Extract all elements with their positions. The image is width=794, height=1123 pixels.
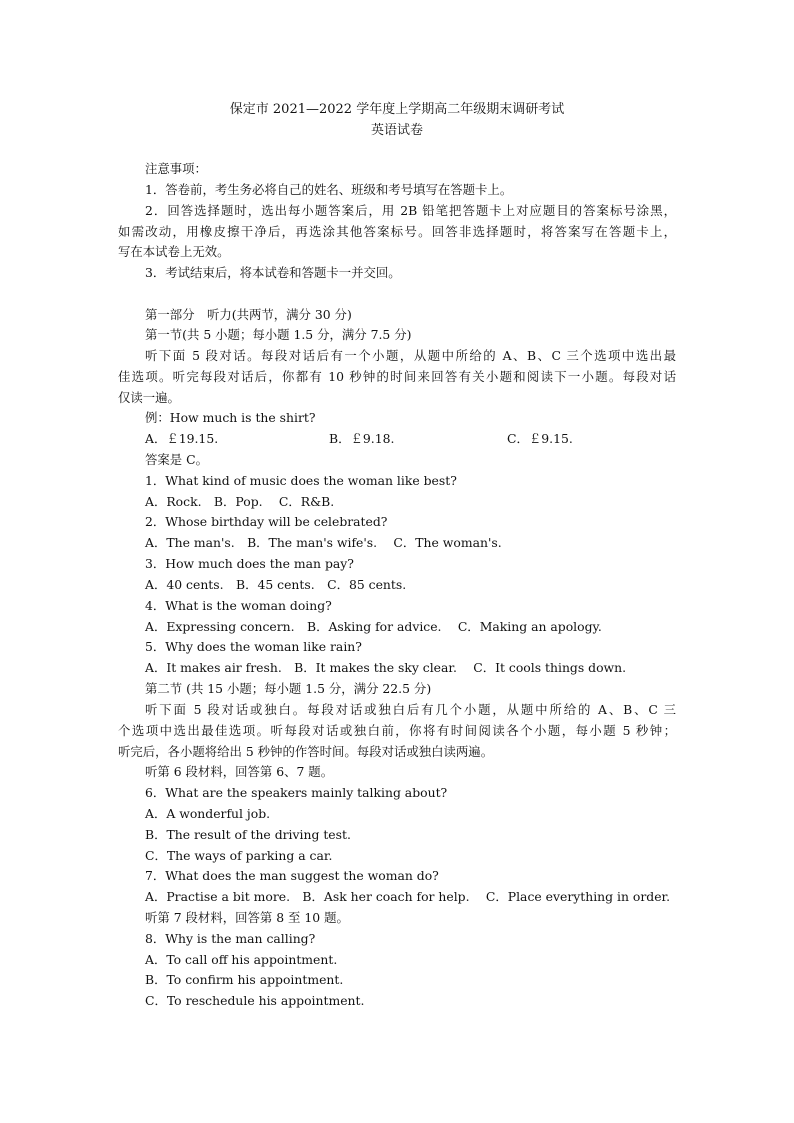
question-1: 1．What kind of music does the woman like best? [145, 473, 457, 488]
example-option-b: B．￡9.18. [329, 431, 395, 446]
question-8: 8．Why is the man calling? [145, 931, 316, 946]
question-6-option-a: A．A wonderful job. [145, 806, 271, 821]
section1-instruction-line-3: 仅读一遍。 [118, 390, 180, 405]
question-6-option-b: B．The result of the driving test. [145, 827, 351, 842]
question-3-options: A．40 cents. B．45 cents. C．85 cents. [145, 577, 407, 592]
question-4: 4．What is the woman doing? [145, 598, 332, 613]
question-2-options: A．The man's. B．The man's wife's. C．The woman's. [145, 535, 502, 550]
question-5: 5．Why does the woman like rain? [145, 639, 362, 654]
part1-heading: 第一部分 听力(共两节，满分 30 分) [145, 307, 352, 322]
example-answer: 答案是 C。 [145, 452, 208, 467]
section1-instruction-line-1: 听下面 5 段对话。每段对话后有一个小题，从题中所给的 A、B、C 三个选项中选出最 [145, 348, 676, 363]
question-1-options: A．Rock. B．Pop. C．R&B. [145, 494, 335, 509]
example-option-a: A．￡19.15. [145, 431, 219, 446]
question-2: 2．Whose birthday will be celebrated? [145, 514, 388, 529]
notice-item-2-line-3: 写在本试卷上无效。 [118, 244, 230, 259]
notice-item-2-line-2: 如需改动，用橡皮擦干净后，再选涂其他答案标号。回答非选择题时，将答案写在答题卡上， [118, 224, 676, 239]
material-7-instruction: 听第 7 段材料，回答第 8 至 10 题。 [145, 910, 349, 925]
question-5-options: A．It makes air fresh. B．It makes the sky clear. C．It cools things down. [145, 660, 627, 675]
question-8-option-c: C．To reschedule his appointment. [145, 993, 365, 1008]
question-3: 3．How much does the man pay? [145, 556, 354, 571]
section1-instruction-line-2: 佳选项。听完每段对话后，你都有 10 秒钟的时间来回答有关小题和阅读下一小题。每段对话 [118, 369, 676, 384]
section2-instruction-line-2: 个选项中选出最佳选项。听每段对话或独白前，你将有时间阅读各个小题，每小题 5 秒钟； [118, 723, 676, 738]
example-question: 例：How much is the shirt? [145, 410, 316, 425]
section2-instruction-line-1: 听下面 5 段对话或独白。每段对话或独白后有几个小题，从题中所给的 A、B、C 三 [145, 702, 676, 717]
exam-title: 保定市 2021—2022 学年度上学期高二年级期末调研考试 [229, 102, 565, 117]
example-option-c: C．￡9.15. [507, 431, 573, 446]
notice-item-2-line-1: 2．回答选择题时，选出每小题答案后，用 2B 铅笔把答题卡上对应题目的答案标号涂黑， [145, 203, 676, 218]
notice-item-3: 3．考试结束后，将本试卷和答题卡一并交回。 [145, 265, 401, 280]
section1-heading: 第一节(共 5 小题；每小题 1.5 分，满分 7.5 分) [145, 327, 412, 342]
question-7: 7．What does the man suggest the woman do? [145, 868, 439, 883]
exam-subtitle: 英语试卷 [370, 123, 423, 138]
question-4-options: A．Expressing concern. B．Asking for advice. C．Making an apology. [145, 619, 602, 634]
section2-instruction-line-3: 听完后，各小题将给出 5 秒钟的作答时间。每段对话或独白读两遍。 [118, 744, 494, 759]
notice-heading: 注意事项： [145, 161, 207, 176]
question-6: 6．What are the speakers mainly talking about? [145, 785, 448, 800]
question-8-option-b: B．To confirm his appointment. [145, 972, 344, 987]
material-6-instruction: 听第 6 段材料，回答第 6、7 题。 [145, 764, 334, 779]
section2-heading: 第二节 (共 15 小题；每小题 1.5 分，满分 22.5 分) [145, 681, 432, 696]
notice-item-1: 1．答卷前，考生务必将自己的姓名、班级和考号填写在答题卡上。 [145, 182, 513, 197]
question-8-option-a: A．To call off his appointment. [145, 952, 338, 967]
question-6-option-c: C．The ways of parking a car. [145, 848, 333, 863]
question-7-options: A．Practise a bit more. B．Ask her coach for help. C．Place everything in order. [145, 889, 671, 904]
